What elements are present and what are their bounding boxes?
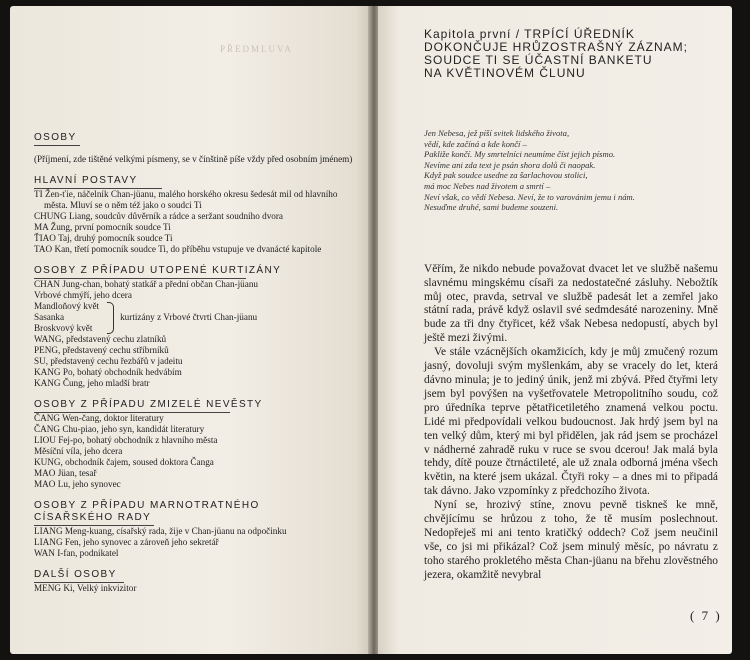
cast-entry: Vrbové chmýří, jeho dcera (34, 290, 132, 300)
cast-entry: MA Žung, první pomocník soudce Ti (34, 222, 171, 232)
body-paragraph: Věřím, že nikdo nebude považovat dvacet let ve službě našemu slavnému mingskému císaři za nedostatečné zásluhy. Nebožtík můj otec, pravda, setrval ve službě padesát let a zemřel jako státní rada, právě když oslavil své sedmdesáté narozeniny. Mně bude za tři dny čtyřicet, kéž však Nebesa nedopustí, abych byl ještě mezi živými. (424, 262, 718, 345)
poem-line: Neví však, co vědí Nebesa. Neví, že to varovánim jemu i nám. (424, 191, 635, 202)
cast-entry: Broskvový květ (34, 323, 93, 333)
chapter-heading-line: NA KVĚTINOVÉM ČLUNU (424, 66, 586, 80)
cast-entry: CHAN Jung-chan, bohatý statkář a přední občan Chan-jüanu (34, 279, 259, 289)
poem-line: Nevíme ani zda text je psán shora dolů či naopak. (424, 159, 596, 170)
poem-line: Jen Nebesa, jež píší svitek lidského života, (424, 128, 570, 138)
right-page (378, 6, 732, 654)
cast-entry: PENG, představený cechu stříbrníků (34, 345, 169, 355)
cast-entry: KANG Po, bohatý obchodník hedvábím (34, 367, 182, 377)
poem-line: Pakliže končí. My smrtelníci neumíme číst jejich písmo. (424, 149, 616, 160)
cast-entry: MAO Jüan, tesař (34, 468, 97, 478)
chapter-heading-line: DOKONČUJE HRŮZOSTRAŠNÝ ZÁZNAM; (424, 40, 689, 54)
cast-entry: Sasanka (34, 312, 65, 322)
cast-entry: KANG Čung, jeho mladší bratr (34, 378, 150, 388)
cast-entry: CHUNG Liang, soudcův důvěrník a rádce a seržant soudního dvora (34, 211, 284, 221)
poem-line: má moc Nebes nad životem a smrtí – (424, 180, 551, 191)
chapter-heading-line: Kapitola první / TRPÍCÍ ÚŘEDNÍK (424, 27, 635, 41)
section-title-drowned-courtesan: OSOBY Z PŘÍPADU UTOPENÉ KURTIZÁNY (34, 265, 354, 279)
cast-list (34, 132, 354, 594)
cast-entry: WANG, představený cechu zlatníků (34, 334, 167, 344)
body-paragraph: Ve stále vzácnějších okamžicích, kdy je můj zmučený rozum jasný, dovoluji svým myšlenkám, aby se vracely do let, která dávno minula; je to jediný únik, jenž mi zbývá. Před čtyřmi lety jsem byl povýšen na vyšetřovatele Metropolitního soudu, což pro úředníka teprve pětatřicetiletého znamená velkou poctu. Lidé mi předpovídali velkou budoucnost. Jak hrdý jsem byl na ten velký dům, který mi byl přidělen, jak rád jsem se procházel v nádherné zahradě ruku v ruce se svou dcerou! Jak malá byla tehdy, dítě pouze čtrnáctileté, ale už znala odborná jména všech květin, na které jsem ukázal. Čtyři roky – a dnes mi to připadá tak dávno. Jako vzpomínky z předchozího života. (424, 346, 718, 498)
poem-line: vědí, kde začíná a kde končí – (424, 138, 527, 149)
cast-entry: LIANG Fen, jeho synovec a zároveň jeho sekretář (34, 537, 219, 547)
cast-entry: TAO Kan, třetí pomocník soudce Ti, do příběhu vstupuje ve dvanácté kapitole (34, 244, 322, 254)
chapter-heading (424, 28, 718, 80)
cast-entry: ČANG Wen-čang, doktor literatury (34, 413, 164, 423)
body-paragraph: Nyní se, hrozivý stíne, znovu pevně tiskneš ke mně, chvějícímu se hrůzou z toho, že tě musím poslechnout. Nedopřeješ mi ani tento kratičký oddech? Což jsem neučinil vše, co jsi mi přikázal? Což jsem minulý měsíc, po návratu z toho starého prokletého města Chan-jüanu na břehu zlověstného jezera, okamžitě nevybral (424, 499, 718, 581)
courtesans-group (34, 301, 354, 334)
section-title-main-characters: HLAVNÍ POSTAVY (34, 175, 354, 189)
epigraph-poem (424, 128, 718, 213)
chapter-content (424, 28, 718, 583)
cast-list-note: (Příjmení, zde tištěné velkými písmeny, se v čínštině píše vždy před osobním jménem) (34, 154, 353, 164)
cast-entry: SU, představený cechu řezbářů v jadeitu (34, 356, 183, 366)
chapter-body (424, 263, 718, 583)
page-number: ( 7 ) (690, 608, 722, 623)
cast-entry: LIOU Fej-po, bohatý obchodník z hlavního města (34, 435, 218, 445)
cast-entry: ŤIAO Taj, druhý pomocník soudce Ti (34, 233, 173, 243)
cast-entry: Měsíční víla, jeho dcera (34, 446, 123, 456)
cast-entry: LIANG Meng-kuang, císařský rada, žije v Chan-jüanu na odpočinku (34, 526, 287, 536)
cast-entry: WAN I-fan, podnikatel (34, 548, 119, 558)
courtesans-label: kurtizány z Vrbové čtvrti Chan-jüanu (120, 312, 258, 322)
cast-entry: TI Žen-ťie, náčelník Chan-jüanu, malého horského okresu šedesát mil od hlavního města. Mluví se o něm též jako o soudci Ti (34, 189, 338, 210)
cast-entry: KUNG, obchodník čajem, soused doktora Čanga (34, 457, 214, 467)
chapter-heading-line: SOUDCE TI SE ÚČASTNÍ BANKETU (424, 53, 653, 67)
poem-line: Když pak soudce usedne za šarlachovou stolici, (424, 170, 588, 181)
brace-bracket (107, 302, 114, 334)
cast-entry: MAO Lu, jeho synovec (34, 479, 121, 489)
section-title-vanished-bride: OSOBY Z PŘÍPADU ZMIZELÉ NEVĚSTY (34, 399, 354, 413)
section-title-imperial-councillor: OSOBY Z PŘÍPADU MARNOTRATNÉHO CÍSAŘSKÉHO RADY (34, 500, 264, 526)
cast-entry: MENG Ki, Velký inkvizitor (34, 583, 137, 593)
left-page (10, 6, 370, 654)
cast-entry: ČANG Chu-piao, jeho syn, kandidát literatury (34, 424, 205, 434)
cast-entry: Mandloňový květ (34, 301, 100, 311)
section-title-other-persons: DALŠÍ OSOBY (34, 569, 354, 583)
show-through-header: PŘEDMLUVA (220, 44, 293, 54)
cast-list-title: OSOBY (34, 132, 354, 146)
poem-line: Nesuďme druhé, sami budeme souzeni. (424, 202, 559, 213)
